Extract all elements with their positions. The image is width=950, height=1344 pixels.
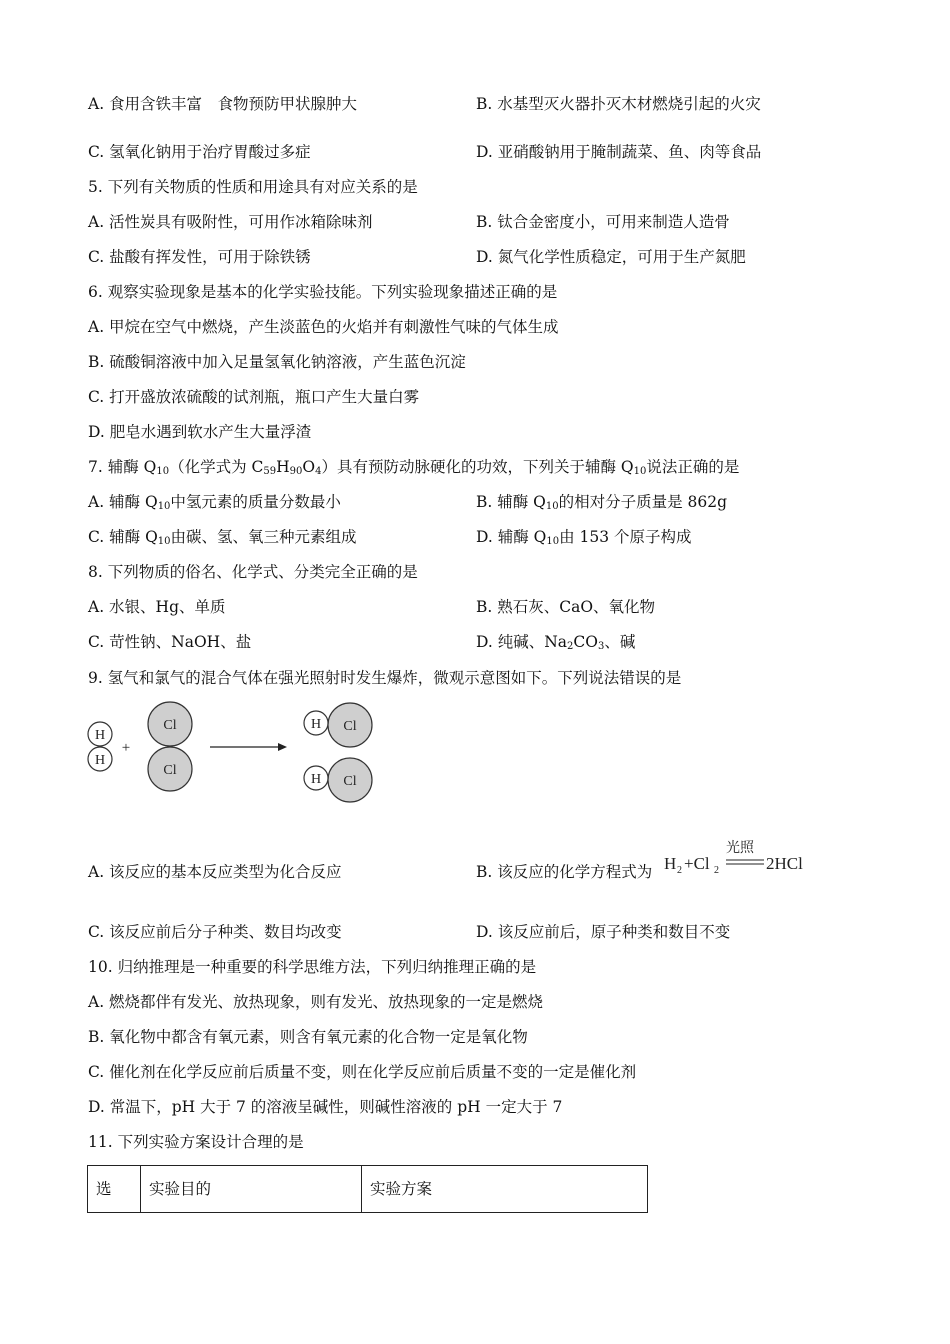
q5-option-d: D. 氮气化学性质稳定，可用于生产氮肥 — [476, 248, 746, 266]
q8-option-a: A. 水银、Hg、单质 — [88, 598, 226, 616]
q10-option-c: C. 催化剂在化学反应前后质量不变，则在化学反应前后质量不变的一定是催化剂 — [88, 1063, 637, 1081]
equation-subscript: 2 — [677, 865, 682, 876]
q5-option-b: B. 钛合金密度小，可用来制造人造骨 — [476, 213, 730, 231]
chlorine-label: Cl — [163, 763, 177, 778]
q4-option-a: A. 食用含铁丰富 食物预防甲状腺肿大 — [88, 95, 358, 113]
chemical-equation — [664, 838, 814, 882]
q9-option-b: B. 该反应的化学方程式为 — [476, 863, 653, 881]
table-header-cell: 选 — [88, 1166, 141, 1213]
q8-option-c: C. 苛性钠、NaOH、盐 — [88, 633, 252, 651]
q6-stem: 6. 观察实验现象是基本的化学实验技能。下列实验现象描述正确的是 — [88, 283, 558, 301]
q9-option-a: A. 该反应的基本反应类型为化合反应 — [88, 863, 342, 881]
hydrogen-label: H — [94, 753, 106, 768]
equation-condition: 光照 — [726, 840, 754, 856]
q4-option-b: B. 水基型灭火器扑灭木材燃烧引起的火灾 — [476, 95, 761, 113]
equation-product: 2HCl — [766, 854, 803, 873]
reaction-arrow-head — [278, 743, 287, 751]
q7-option-d: D. 辅酶 $Q_{10}$由 153 个原子构成 — [476, 528, 692, 547]
q8-option-d: D. 纯碱、$Na_2CO_3$、碱 — [476, 633, 636, 652]
chlorine-label: Cl — [163, 718, 177, 733]
equation-subscript: 2 — [714, 865, 719, 876]
q9-stem: 9. 氢气和氯气的混合气体在强光照射时发生爆炸，微观示意图如下。下列说法错误的是 — [88, 669, 682, 687]
q5-option-a: A. 活性炭具有吸附性，可用作冰箱除味剂 — [88, 213, 373, 231]
table-header-cell: 实验方案 — [362, 1166, 648, 1213]
q9-option-d: D. 该反应前后，原子种类和数目不变 — [476, 923, 731, 941]
q10-option-d: D. 常温下，pH 大于 7 的溶液呈碱性，则碱性溶液的 pH 一定大于 7 — [88, 1098, 563, 1116]
q6-option-b: B. 硫酸铜溶液中加入足量氢氧化钠溶液，产生蓝色沉淀 — [88, 353, 466, 371]
q9-option-c: C. 该反应前后分子种类、数目均改变 — [88, 923, 342, 941]
q4-option-c: C. 氢氧化钠用于治疗胃酸过多症 — [88, 143, 311, 161]
q11-table — [87, 1165, 648, 1213]
q7-option-b: B. 辅酶 $Q_{10}$的相对分子质量是 862g — [476, 493, 728, 512]
q10-option-b: B. 氧化物中都含有氧元素，则含有氧元素的化合物一定是氧化物 — [88, 1028, 528, 1046]
hydrogen-label: H — [94, 728, 106, 743]
reaction-microscopic-diagram — [80, 696, 400, 808]
q8-stem: 8. 下列物质的俗名、化学式、分类完全正确的是 — [88, 563, 418, 581]
equation-reactant-cl: +Cl — [684, 854, 710, 873]
chlorine-label: Cl — [343, 774, 357, 789]
q7-option-a: A. 辅酶 $Q_{10}$中氢元素的质量分数最小 — [88, 493, 341, 512]
q6-option-a: A. 甲烷在空气中燃烧，产生淡蓝色的火焰并有刺激性气味的气体生成 — [88, 318, 559, 336]
table-header-cell: 实验目的 — [141, 1166, 362, 1213]
hydrogen-label: H — [310, 717, 322, 732]
q6-option-c: C. 打开盛放浓硫酸的试剂瓶，瓶口产生大量白雾 — [88, 388, 420, 406]
plus-sign: + — [121, 740, 131, 756]
q11-stem: 11. 下列实验方案设计合理的是 — [88, 1133, 304, 1151]
q4-option-d: D. 亚硝酸钠用于腌制蔬菜、鱼、肉等食品 — [476, 143, 762, 161]
chlorine-label: Cl — [343, 719, 357, 734]
q5-stem: 5. 下列有关物质的性质和用途具有对应关系的是 — [88, 178, 418, 196]
table-header-row — [88, 1166, 648, 1213]
equation-reactant-h: H — [664, 854, 677, 873]
q10-option-a: A. 燃烧都伴有发光、放热现象，则有发光、放热现象的一定是燃烧 — [88, 993, 544, 1011]
q7-option-c: C. 辅酶 $Q_{10}$由碳、氢、氧三种元素组成 — [88, 528, 357, 547]
q8-option-b: B. 熟石灰、CaO、氧化物 — [476, 598, 656, 616]
q6-option-d: D. 肥皂水遇到软水产生大量浮渣 — [88, 423, 312, 441]
q10-stem: 10. 归纳推理是一种重要的科学思维方法，下列归纳推理正确的是 — [88, 958, 537, 976]
q5-option-c: C. 盐酸有挥发性，可用于除铁锈 — [88, 248, 311, 266]
hydrogen-label: H — [310, 772, 322, 787]
q7-stem: 7. 辅酶 $Q_{10}$（化学式为 $C_{59}H_{90}O_4$）具有预防动脉硬化的功效，下列关于辅酶 $Q_{10}$说法正确的是 — [88, 458, 740, 477]
